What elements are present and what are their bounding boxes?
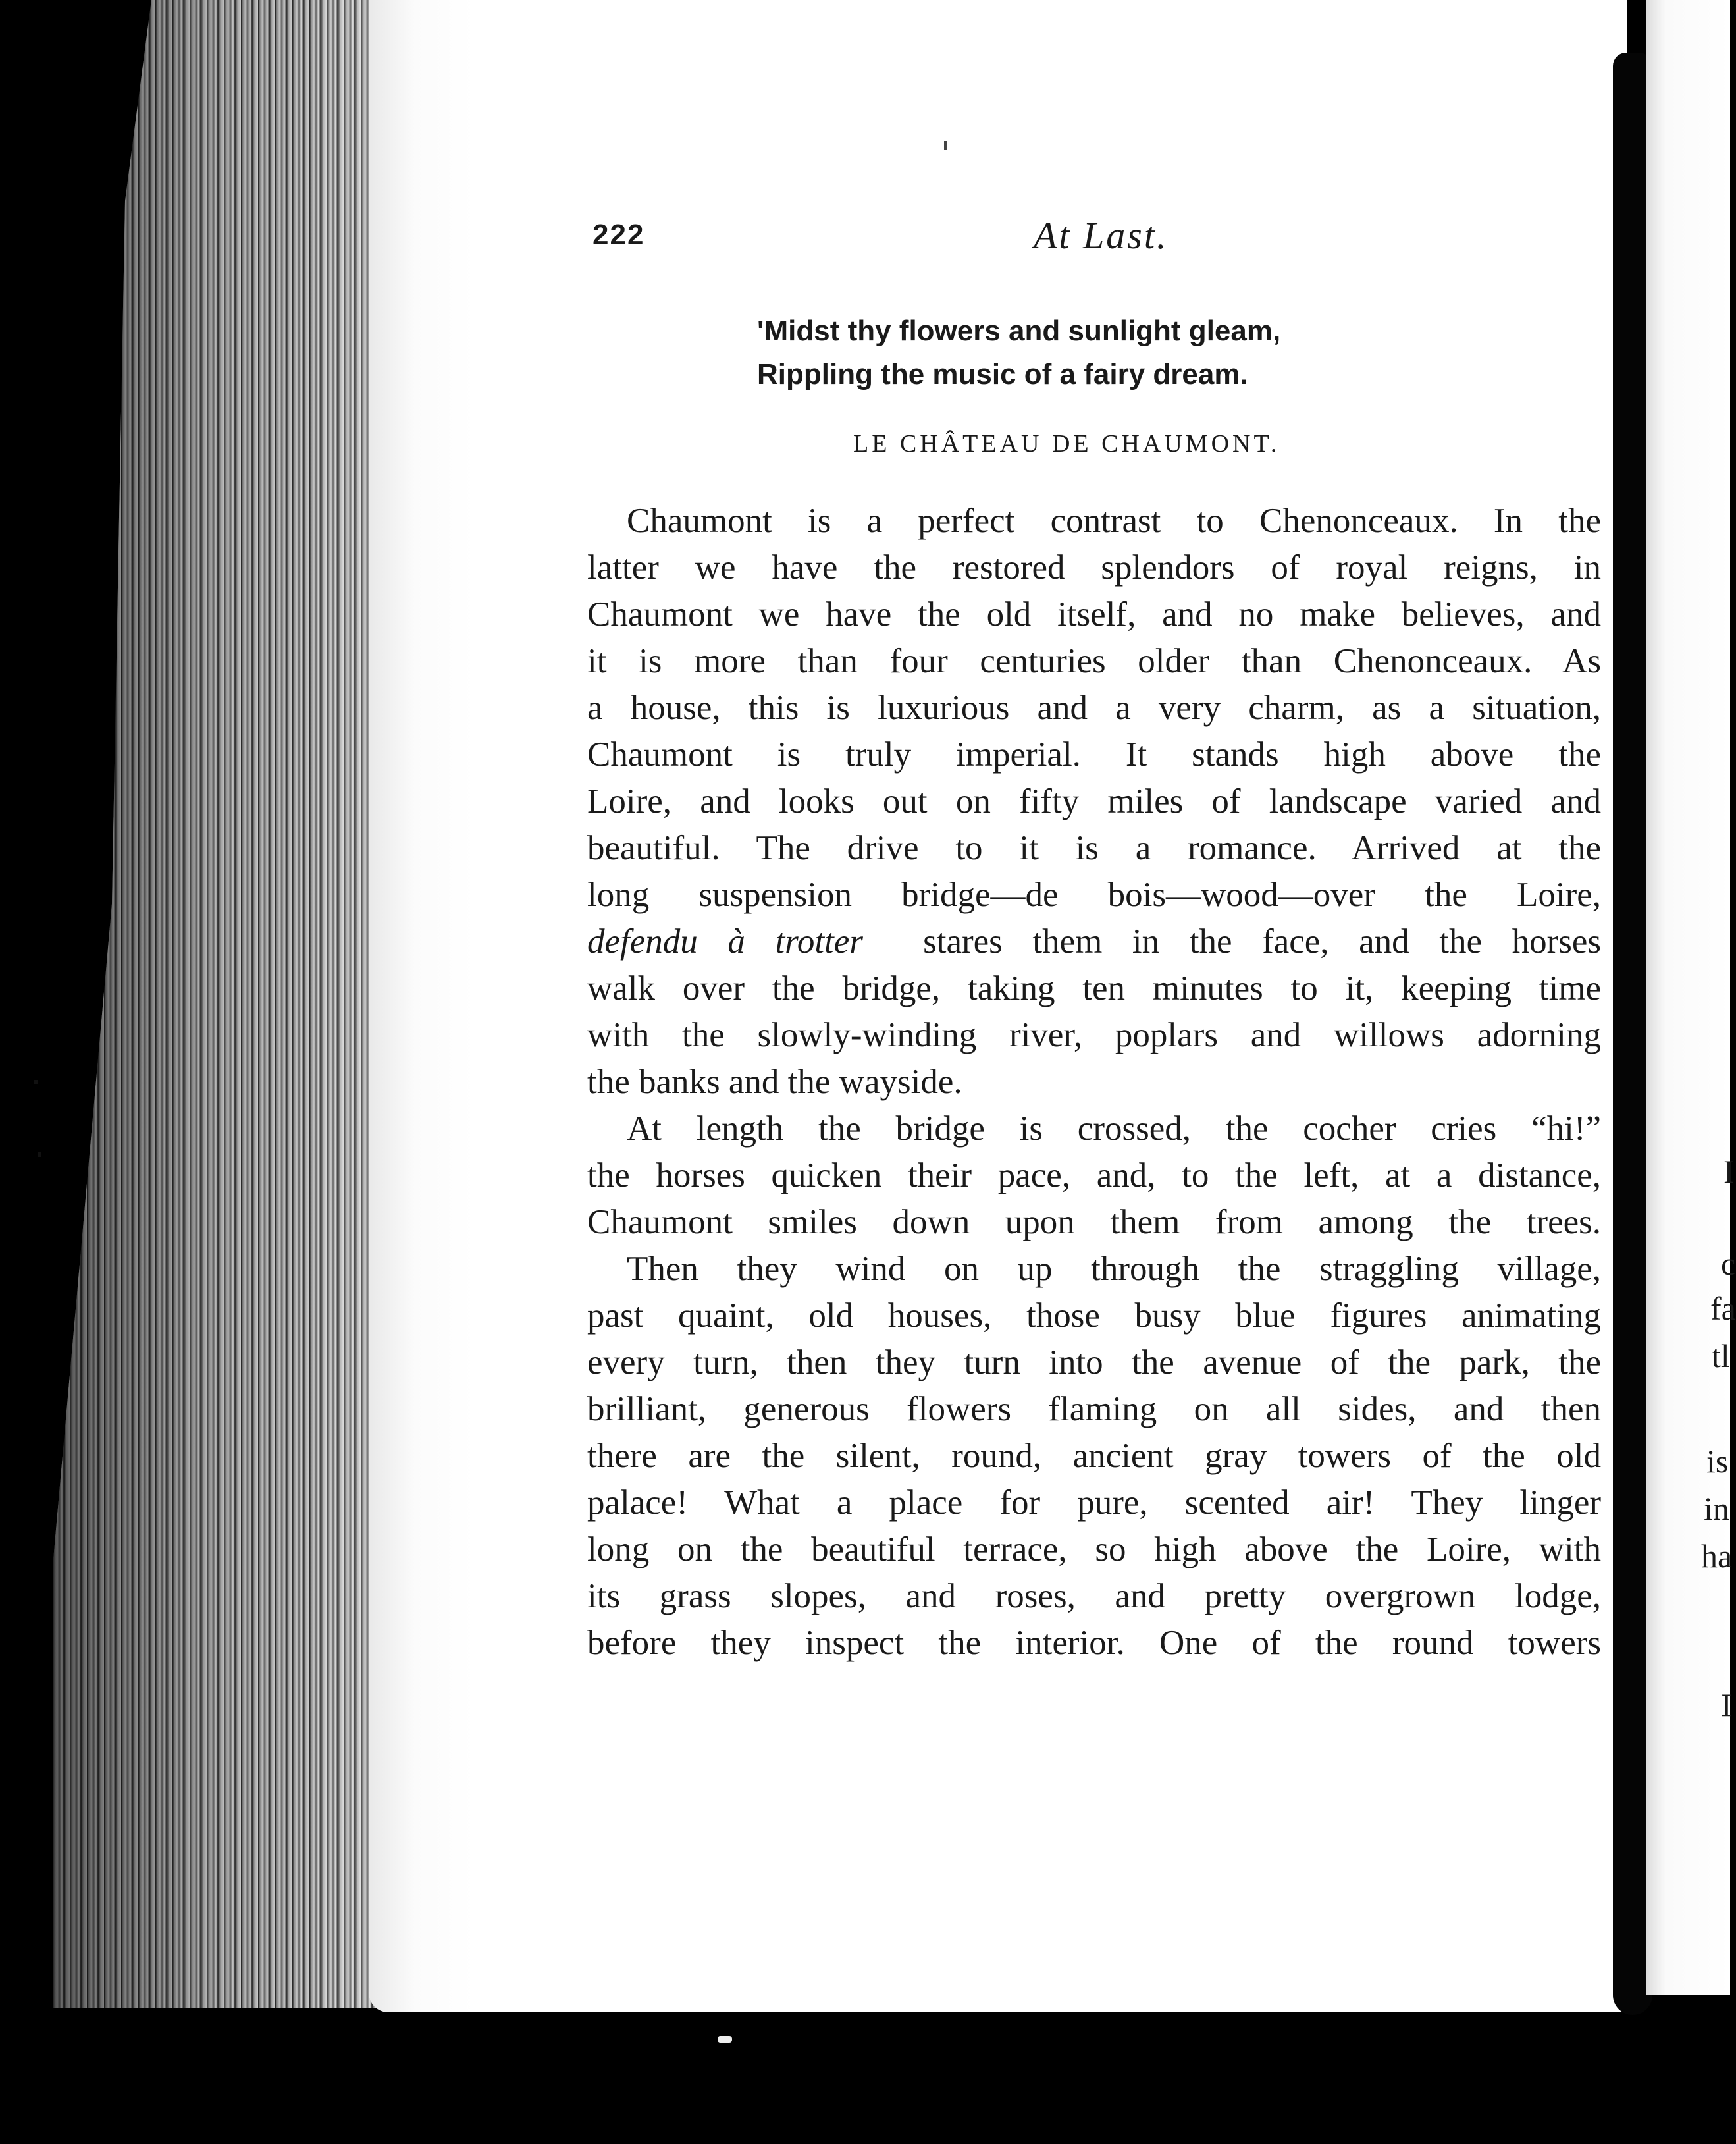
verse-line: 'Midst thy flowers and sunlight gleam, [757, 315, 1281, 347]
facing-page [1646, 0, 1733, 1995]
facing-page-fragment: tl [1712, 1337, 1730, 1374]
text-line: before they inspect the interior. One of the round towers [587, 1624, 1601, 1662]
text-line: At length the bridge is crossed, the cocher cries “hi!” [627, 1110, 1601, 1148]
text-line: the banks and the wayside. [587, 1063, 962, 1101]
text-line: Chaumont smiles down upon them from among the trees. [587, 1203, 1601, 1241]
text-line: it is more than four centuries older than Chenonceaux. As [587, 642, 1601, 680]
page-speck [944, 141, 947, 150]
text-line: Chaumont is truly imperial. It stands high above the [587, 736, 1601, 774]
scan-speck [34, 1080, 38, 1084]
facing-page-fragment: I [1721, 1686, 1732, 1723]
text-line: Loire, and looks out on fifty miles of landscape varied and [587, 782, 1601, 820]
page-number: 222 [592, 219, 645, 251]
paragraph [587, 1106, 1601, 1246]
scan-speck [718, 2036, 732, 2043]
text-line: brilliant, generous flowers flaming on all sides, and then [587, 1390, 1601, 1428]
facing-page-fragment: I [1723, 1153, 1735, 1190]
text-line: Chaumont is a perfect contrast to Chenonceaux. In the [627, 502, 1601, 540]
italic-phrase: defendu à trotter [587, 923, 863, 961]
text-line: a house, this is luxurious and a very charm, as a situation, [587, 689, 1601, 727]
body-text [587, 498, 1601, 1667]
text-line: the horses quicken their pace, and, to the left, at a distance, [587, 1156, 1601, 1194]
facing-page-fragment: in [1704, 1490, 1729, 1527]
paragraph [587, 1246, 1601, 1667]
facing-page-fragment: is [1706, 1443, 1729, 1480]
text-line: past quaint, old houses, those busy blue figures animating [587, 1297, 1601, 1335]
scan-speck [38, 1152, 41, 1157]
verse-line: Rippling the music of a fairy dream. [757, 358, 1248, 390]
text-line: with the slowly-winding river, poplars and willows adorning [587, 1016, 1601, 1054]
text-line-rest: stares them in the face, and the horses [923, 923, 1601, 961]
text-line: long on the beautiful terrace, so high above the Loire, with [587, 1530, 1601, 1568]
text-line: there are the silent, round, ancient gray towers of the old [587, 1437, 1601, 1475]
text-line: long suspension bridge—de bois—wood—over the Loire, [587, 876, 1601, 914]
text-line: Chaumont we have the old itself, and no make believes, and [587, 595, 1601, 633]
scan-corner-mark [99, 295, 121, 321]
text-line: every turn, then they turn into the avenue of the park, the [587, 1343, 1601, 1381]
paragraph [587, 498, 1601, 1106]
facing-page-fragment: fa [1710, 1290, 1736, 1327]
text-line: walk over the bridge, taking ten minutes to it, keeping time [587, 969, 1601, 1007]
text-line: its grass slopes, and roses, and pretty overgrown lodge, [587, 1577, 1601, 1615]
text-line-with-italic [587, 919, 1601, 965]
text-line: Then they wind on up through the straggling village, [627, 1250, 1601, 1288]
facing-page-fragment: c [1721, 1245, 1736, 1282]
page-header [592, 214, 1514, 271]
text-line: beautiful. The drive to it is a romance. Arrived at the [587, 829, 1601, 867]
text-line: latter we have the restored splendors of royal reigns, in [587, 549, 1601, 587]
section-heading: LE CHÂTEAU DE CHAUMONT. [853, 430, 1280, 458]
facing-page-fragment: ha [1701, 1538, 1733, 1574]
running-title: At Last. [1034, 214, 1169, 257]
verse-excerpt [757, 309, 1280, 396]
text-line: palace! What a place for pure, scented air! They linger [587, 1484, 1601, 1522]
